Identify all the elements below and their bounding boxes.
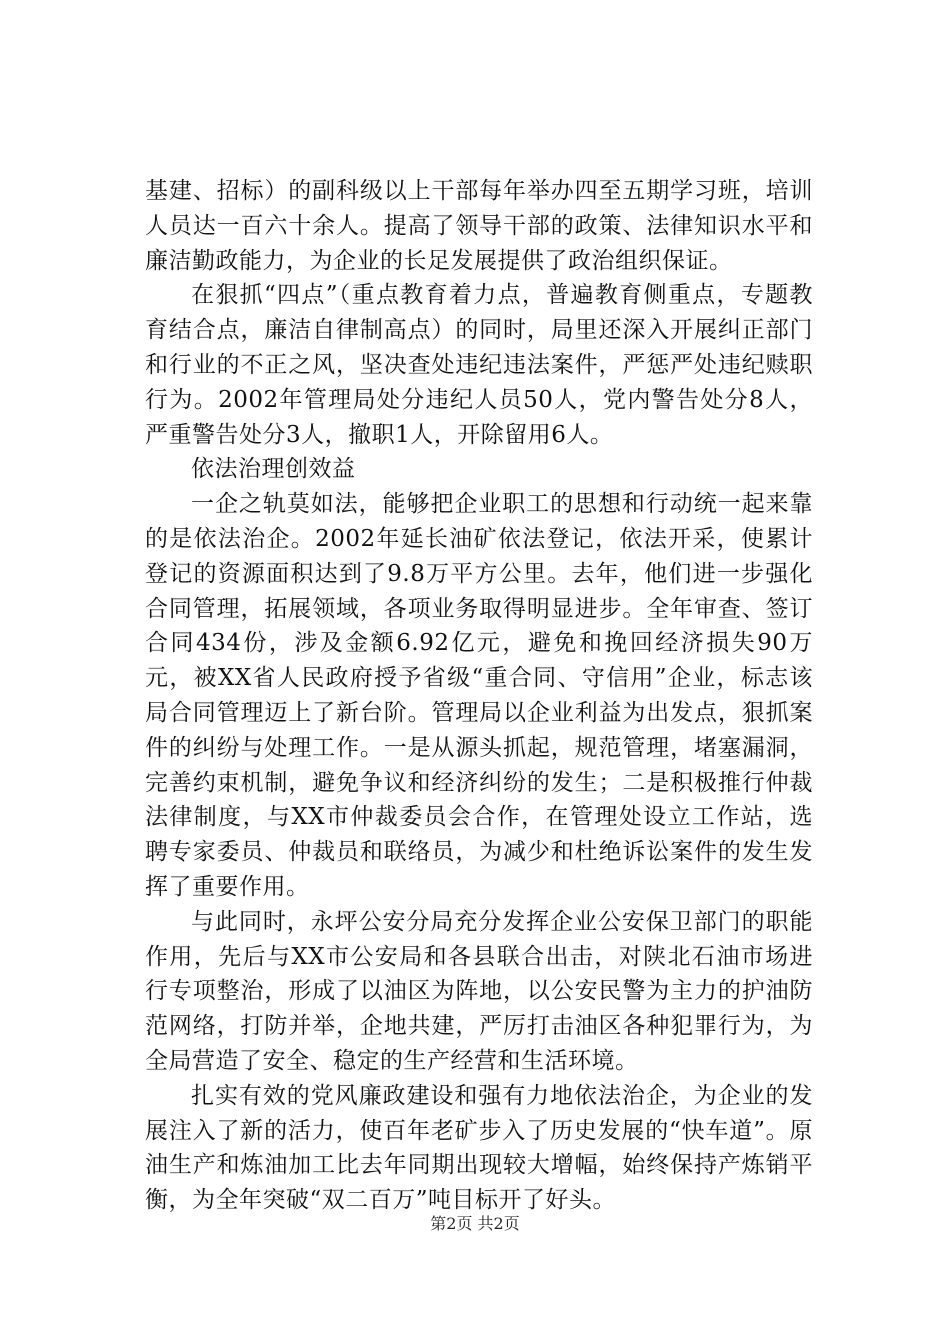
page-footer <box>0 1213 950 1235</box>
paragraph-rule-of-law: 一企之轨莫如法，能够把企业职工的思想和行动统一起来靠的是依法治企。2002年延长油矿依法登记，依法开采，使累计登记的资源面积达到了9.8万平方公里。去年，他们进一步强化合同管理，拓展领域，各项业务取得明显进步。全年审查、签订合同434份，涉及金额6.92亿元，避免和挽回经济损失90万元，被XX省人民政府授予省级“重合同、守信用”企业，标志该局合同管理迈上了新台阶。管理局以企业利益为出发点，狠抓案件的纠纷与处理工作。一是从源头抓起，规范管理，堵塞漏洞，完善约束机制，避免争议和经济纠纷的发生；二是积极推行仲裁法律制度，与XX市仲裁委员会合作，在管理处设立工作站，选聘专家委员、仲裁员和联络员，为减少和杜绝诉讼案件的发生发挥了重要作用。 <box>145 491 813 900</box>
paragraph-public-security: 与此同时，永坪公安分局充分发挥企业公安保卫部门的职能作用，先后与XX市公安局和各县联合出击，对陕北石油市场进行专项整治，形成了以油区为阵地，以公安民警为主力的护油防范网络，打防并举，企地共建，严厉打击油区各种犯罪行为，为全局营造了安全、稳定的生产经营和生活环境。 <box>145 908 813 1074</box>
paragraph-continuation: 基建、招标）的副科级以上干部每年举办四至五期学习班，培训人员达一百六十余人。提高了领导干部的政策、法律知识水平和廉洁勤政能力，为企业的长足发展提供了政治组织保证。 <box>145 178 813 274</box>
page-number: 第2页 共2页 <box>430 1214 520 1233</box>
section-heading: 依法治理创效益 <box>191 456 356 483</box>
document-body <box>145 174 813 1218</box>
paragraph-four-points: 在狠抓“四点”（重点教育着力点，普遍教育侧重点，专题教育结合点，廉洁自律制高点）的同时，局里还深入开展纠正部门和行业的不正之风，坚决查处违纪违法案件，严惩严处违纪赎职行为。2002年管理局处分违纪人员50人，党内警告处分8人，严重警告处分3人，撤职1人，开除留用6人。 <box>145 282 813 448</box>
paragraph-conclusion: 扎实有效的党风廉政建设和强有力地依法治企，为企业的发展注入了新的活力，使百年老矿步入了历史发展的“快车道”。原油生产和炼油加工比去年同期出现较大增幅，始终保持产炼销平衡，为全年突破“双二百万”吨目标开了好头。 <box>145 1082 813 1214</box>
